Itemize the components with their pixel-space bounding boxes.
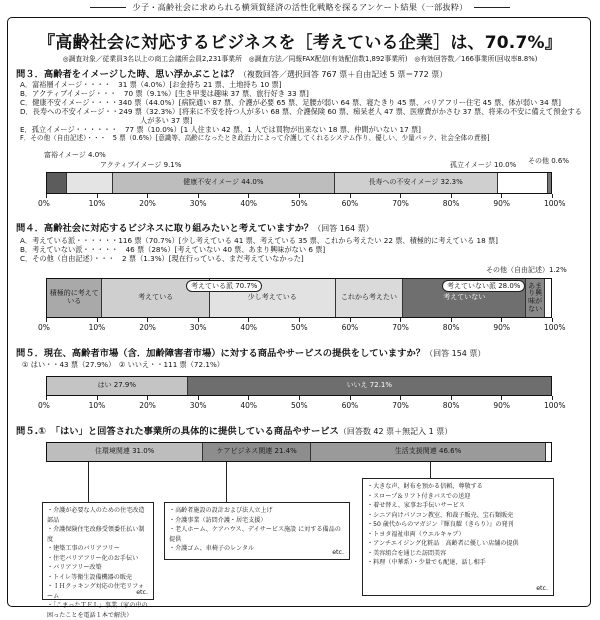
q4-axis-tick-7 (400, 318, 401, 322)
q3-note: （複数回答／選択回答 767 票＋自由記述 5 票＝772 票） (238, 70, 448, 79)
q3-axis-tick-7 (400, 194, 401, 198)
housing-list-item: ・ 「こまったＴＥＬ」事業（家の中の困ったことを電話１本で解決） (47, 601, 149, 620)
q4-bar-segment-2: 少し考えている (210, 279, 336, 317)
q5-axis-tick-0 (46, 396, 47, 400)
q3-bar (46, 172, 552, 194)
q5-axis-label-2: 20% (139, 401, 156, 410)
q5-bar (46, 376, 552, 396)
q4-bar-segment-5: あまり興味がない (526, 279, 545, 317)
q4-axis-label-1: 10% (88, 323, 106, 332)
life-support-list-item: ・ スロープ＆リフト付きバスでの送迎 (367, 492, 549, 502)
q4-bar-segment-0: 積極的に考えている (47, 279, 102, 317)
q4-axis-label-7: 70% (392, 323, 409, 332)
q51-bar-segment-0: 住環境関連 31.0% (47, 443, 203, 461)
q4-axis-tick-1 (97, 318, 98, 322)
q4-axis-label-10: 100% (544, 323, 566, 332)
q51-box-housing-etc: etc. (136, 588, 148, 596)
q5-axis-tick-9 (501, 396, 502, 400)
life-support-list-item: ・ 大きな声、財布を預かる信頼、尊敬する (367, 482, 549, 492)
q5-heading (16, 345, 485, 359)
q3-axis-tick-3 (198, 194, 199, 198)
q5-bar-segment-0: はい 27.9% (47, 377, 188, 395)
q3-axis-label-10: 100% (544, 199, 566, 208)
q3-bar-segment-4 (498, 173, 548, 193)
q4-callout-thinking: 考えている派 70.7% (186, 280, 262, 292)
q3-axis-label-9: 90% (493, 199, 511, 208)
q3-axis-tick-5 (299, 194, 300, 198)
q4-callout-not-thinking: 考えていない派 28.0% (442, 280, 525, 292)
q5-axis-tick-7 (400, 396, 401, 400)
q3-axis-label-6: 60% (341, 199, 359, 208)
q5-axis-tick-5 (299, 396, 300, 400)
q4-axis-tick-3 (198, 318, 199, 322)
care-list-item: ・ 老人ホーム、ケアハウス、デイサービス施設 に対する備品の提供 (169, 525, 345, 544)
q3-axis-label-5: 50% (291, 199, 308, 208)
connector-line-1 (88, 462, 89, 502)
q3-answer-c: C．健康不安イメージ・・・・340 票（44.0%）[病院通い 87 票、介護が必要 65 票、足腰が弱い 64 票、寝たきり 45 票、バリアフリー住宅 45 票、体が弱い 34 票] (20, 98, 561, 107)
q3-axis-label-4: 40% (240, 199, 258, 208)
life-support-list-item: ・ 着せ替え、家事お手伝いサービス (367, 501, 549, 511)
q3-answer-b: B．アクティブイメージ・・・ 70 票（9.1%）[生き甲斐は趣味 37 票、旅行好き 33 票] (20, 89, 309, 98)
q5-axis-label-5: 50% (291, 401, 308, 410)
housing-list-item: ・ 住宅バリアフリー化のお手伝い (47, 554, 149, 564)
q3-axis-label-3: 30% (189, 199, 207, 208)
q4-answer-c: C．その他（自由記述）・・・ 2 票（1.3%）[現在行っている、まだ考えていなかった] (20, 254, 304, 264)
q3-axis-tick-10 (552, 194, 553, 198)
housing-list-item: ・ ＩＨクッキング対応の住宅リフォーム (47, 582, 149, 601)
q51-bar-segment-3 (546, 443, 551, 461)
q3-bar-segment-5 (548, 173, 551, 193)
q5-axis-label-9: 90% (493, 401, 511, 410)
q4-note: （回答 164 票） (313, 224, 374, 233)
q3-axis-label-1: 10% (88, 199, 106, 208)
q3-axis-label-2: 20% (139, 199, 156, 208)
connector-line-3 (430, 462, 431, 478)
q5-axis-tick-10 (552, 396, 553, 400)
q51-bar-segment-1: ケアビジネス関連 21.4% (203, 443, 311, 461)
life-support-list-item: ・ アンチエイジング化粧品 高齢者に優しい店舗の提供 (367, 539, 549, 549)
q4-axis-label-5: 50% (291, 323, 308, 332)
q4-bar-segment-1: 考えている (102, 279, 209, 317)
q4-axis-label-3: 30% (189, 323, 207, 332)
q4-axis-label-2: 20% (139, 323, 156, 332)
housing-list-item: ・ 介護保険住宅改修受領委任払い制度 (47, 525, 149, 544)
housing-list-item: ・ 建築工事のバリアフリー (47, 544, 149, 554)
survey-info: ◎調査対象／従業員3名以上の商工会議所会員2,231事業所 ◎調査方法／同報FAX配信(有効配信数1,892事業所) ◎有効回答数／166事業所(回収率8.8%) (62, 55, 538, 63)
q3-callout-wealthy: 富裕イメージ 4.0% (44, 151, 106, 159)
life-support-list-item: ・ シニア向けパソコン教室、和裁子販売、宝石類販売 (367, 511, 549, 521)
q3-answer-f: F．その他（自由記述）・・・ 5 票（0.6%）[意識等、高齢になったとき政治力によって介護してくれるシステム作り、優しい、少量パック、社会全体の責務] (20, 134, 490, 142)
life-support-list-item: ・ 美容組合を通じた訪問美容 (367, 549, 549, 559)
life-support-list-item: ・ 料理（中華系）・少量でも配達、話し相手 (367, 558, 549, 568)
q4-axis-label-4: 40% (240, 323, 258, 332)
q3-bar-segment-0 (47, 173, 67, 193)
connector-line-2 (226, 462, 227, 502)
q4-axis-label-6: 60% (341, 323, 359, 332)
q3-answer-a: A．富裕層イメージ・・・・ 31 票（4.0%）[お金持ち 21 票、土地持ち 10 票] (20, 80, 282, 89)
q5-bar-segment-1: いいえ 72.1% (188, 377, 551, 395)
q4-answer-list (20, 236, 586, 264)
page-title: 『高齢社会に対応するビジネスを［考えている企業］は、70.7%』 (38, 33, 562, 53)
q51-heading (16, 423, 452, 437)
q3-axis (38, 194, 566, 212)
q5-axis-label-6: 60% (341, 401, 359, 410)
q3-callout-active: アクティブイメージ 9.1% (100, 161, 182, 169)
q51-title: 問５.① 「はい」と回答された事業所の具体的に提供している商品やサービス (16, 426, 339, 437)
care-list-item: ・ 介護ゴム、車椅子のレンタル (169, 544, 345, 554)
q4-axis-tick-8 (451, 318, 452, 322)
housing-list-item: ・ バリアフリー改築 (47, 563, 149, 573)
life-support-list-item: ・ 50 歳代からのマガジン『輝良耀（きらり）』の発刊 (367, 520, 549, 530)
q3-axis-tick-4 (248, 194, 249, 198)
q51-box-life-support (362, 478, 554, 596)
q4-bar-segment-4: 考えていない (403, 279, 526, 317)
q3-axis-tick-0 (46, 194, 47, 198)
q5-axis-tick-8 (451, 396, 452, 400)
q5-axis-label-4: 40% (240, 401, 258, 410)
q4-axis-label-8: 80% (442, 323, 460, 332)
q4-bar-segment-6 (545, 279, 551, 317)
q5-axis-tick-6 (350, 396, 351, 400)
q4-bar-segment-3: これから考えたい (336, 279, 404, 317)
q5-title: 問５．現在、高齢者市場（含．加齢障害者市場）に対する商品やサービスの提供をしていますか？ (16, 348, 426, 359)
q4-callout-other: その他（自由記述）1.2% (486, 266, 567, 274)
q3-axis-tick-9 (501, 194, 502, 198)
q51-box-care-etc: etc. (332, 548, 344, 556)
q3-axis-tick-6 (350, 194, 351, 198)
q4-title: 問４．高齢社会に対応するビジネスに取り組みたいと考えていますか？ (16, 223, 314, 234)
q4-axis-tick-2 (147, 318, 148, 322)
care-list-item: ・ 高齢者施設の設計および法人立上げ (169, 506, 345, 516)
q4-axis-tick-10 (552, 318, 553, 322)
q3-answer-e: E．孤立イメージ・・・・・・ 77 票（10.0%）[1 人住まい 42 票、1 人では買物が出来ない 18 票、仲間がいない 17 票] (20, 125, 421, 134)
q51-note: （回答数 42 票＋無記入 1 票） (338, 427, 453, 436)
q3-title: 問３．高齢者をイメージした時、思い浮かぶことは？ (16, 69, 239, 80)
q51-box-housing-list (47, 506, 149, 620)
q51-box-care-list (169, 506, 345, 554)
care-list-item: ・ 介護事業（訪問介護・居宅支援） (169, 516, 345, 526)
q3-callout-isolation: 孤立イメージ 10.0% (450, 161, 517, 169)
q5-answers: ① はい・・43 票（27.9%） ② いいえ・・111 票（72.1%） (22, 360, 224, 369)
q51-box-care (164, 502, 350, 560)
q3-axis-tick-2 (147, 194, 148, 198)
q5-axis-tick-3 (198, 396, 199, 400)
q5-axis (38, 396, 566, 414)
q51-box-life-support-list (367, 482, 549, 568)
q3-axis-tick-8 (451, 194, 452, 198)
q4-axis-tick-6 (350, 318, 351, 322)
q5-note: （回答 154 票） (425, 349, 486, 358)
q4-axis-label-9: 90% (493, 323, 511, 332)
q3-callout-other: その他 0.6% (528, 157, 570, 165)
q4-heading (16, 220, 374, 234)
q3-axis-label-8: 80% (442, 199, 460, 208)
q5-axis-tick-1 (97, 396, 98, 400)
q3-heading (16, 66, 447, 80)
q5-axis-label-3: 30% (189, 401, 207, 410)
q51-box-life-support-etc: etc. (536, 584, 548, 592)
q51-box-housing (42, 502, 154, 619)
q4-answer-b: B．考えていない派・・・・・ 46 票（28%）[考えていない 40 票、あまり興味がない 6 票] (20, 245, 326, 255)
q3-bar-segment-3: 長寿への不安イメージ 32.3% (335, 173, 498, 193)
housing-list-item: ・ トイレ等衛生設備機器の販売 (47, 573, 149, 583)
q3-answer-list (20, 80, 586, 143)
q5-axis-label-1: 10% (88, 401, 106, 410)
q3-axis-label-7: 70% (392, 199, 409, 208)
q4-axis-tick-4 (248, 318, 249, 322)
q3-axis-label-0: 0% (38, 199, 50, 208)
q51-bar (46, 442, 552, 462)
q4-axis-label-0: 0% (38, 323, 50, 332)
q4-axis-tick-0 (46, 318, 47, 322)
page-header: 少子・高齢社会に求められる横須賀経済の活性化戦略を探るアンケート結果（一部抜粋） (0, 2, 600, 13)
q5-axis-label-8: 80% (442, 401, 460, 410)
q4-answer-a: A．考えている派・・・・・・116 票（70.7%）[少し考えている 41 票、考えている 35 票、これから考えたい 22 票、積極的に考えている 18 票] (20, 236, 498, 245)
q5-axis-tick-4 (248, 396, 249, 400)
q5-axis-label-10: 100% (544, 401, 566, 410)
life-support-list-item: ・ トヨタ福祉車両（ウエルキャブ） (367, 530, 549, 540)
q4-axis-tick-5 (299, 318, 300, 322)
q3-bar-segment-2: 健康不安イメージ 44.0% (113, 173, 335, 193)
q5-axis-label-0: 0% (38, 401, 50, 410)
q51-bar-segment-2: 生活支援関連 46.6% (311, 443, 546, 461)
q3-bar-segment-1 (67, 173, 113, 193)
q4-axis (38, 318, 566, 336)
q4-axis-tick-9 (501, 318, 502, 322)
q5-axis-tick-2 (147, 396, 148, 400)
housing-list-item: ・ 介護が必要な人のための住宅改造部品 (47, 506, 149, 525)
q5-axis-label-7: 70% (392, 401, 409, 410)
q3-axis-tick-1 (97, 194, 98, 198)
q3-answer-d: D．長寿への不安イメージ・・249 票（32.3%）[将来に不安を持つ人が多い 68 票、介護保険 60 票、痴呆老人 47 票、医療費がかさむ 37 票、将来の不安に備えて預金する人が多い 37 票] (20, 107, 582, 125)
